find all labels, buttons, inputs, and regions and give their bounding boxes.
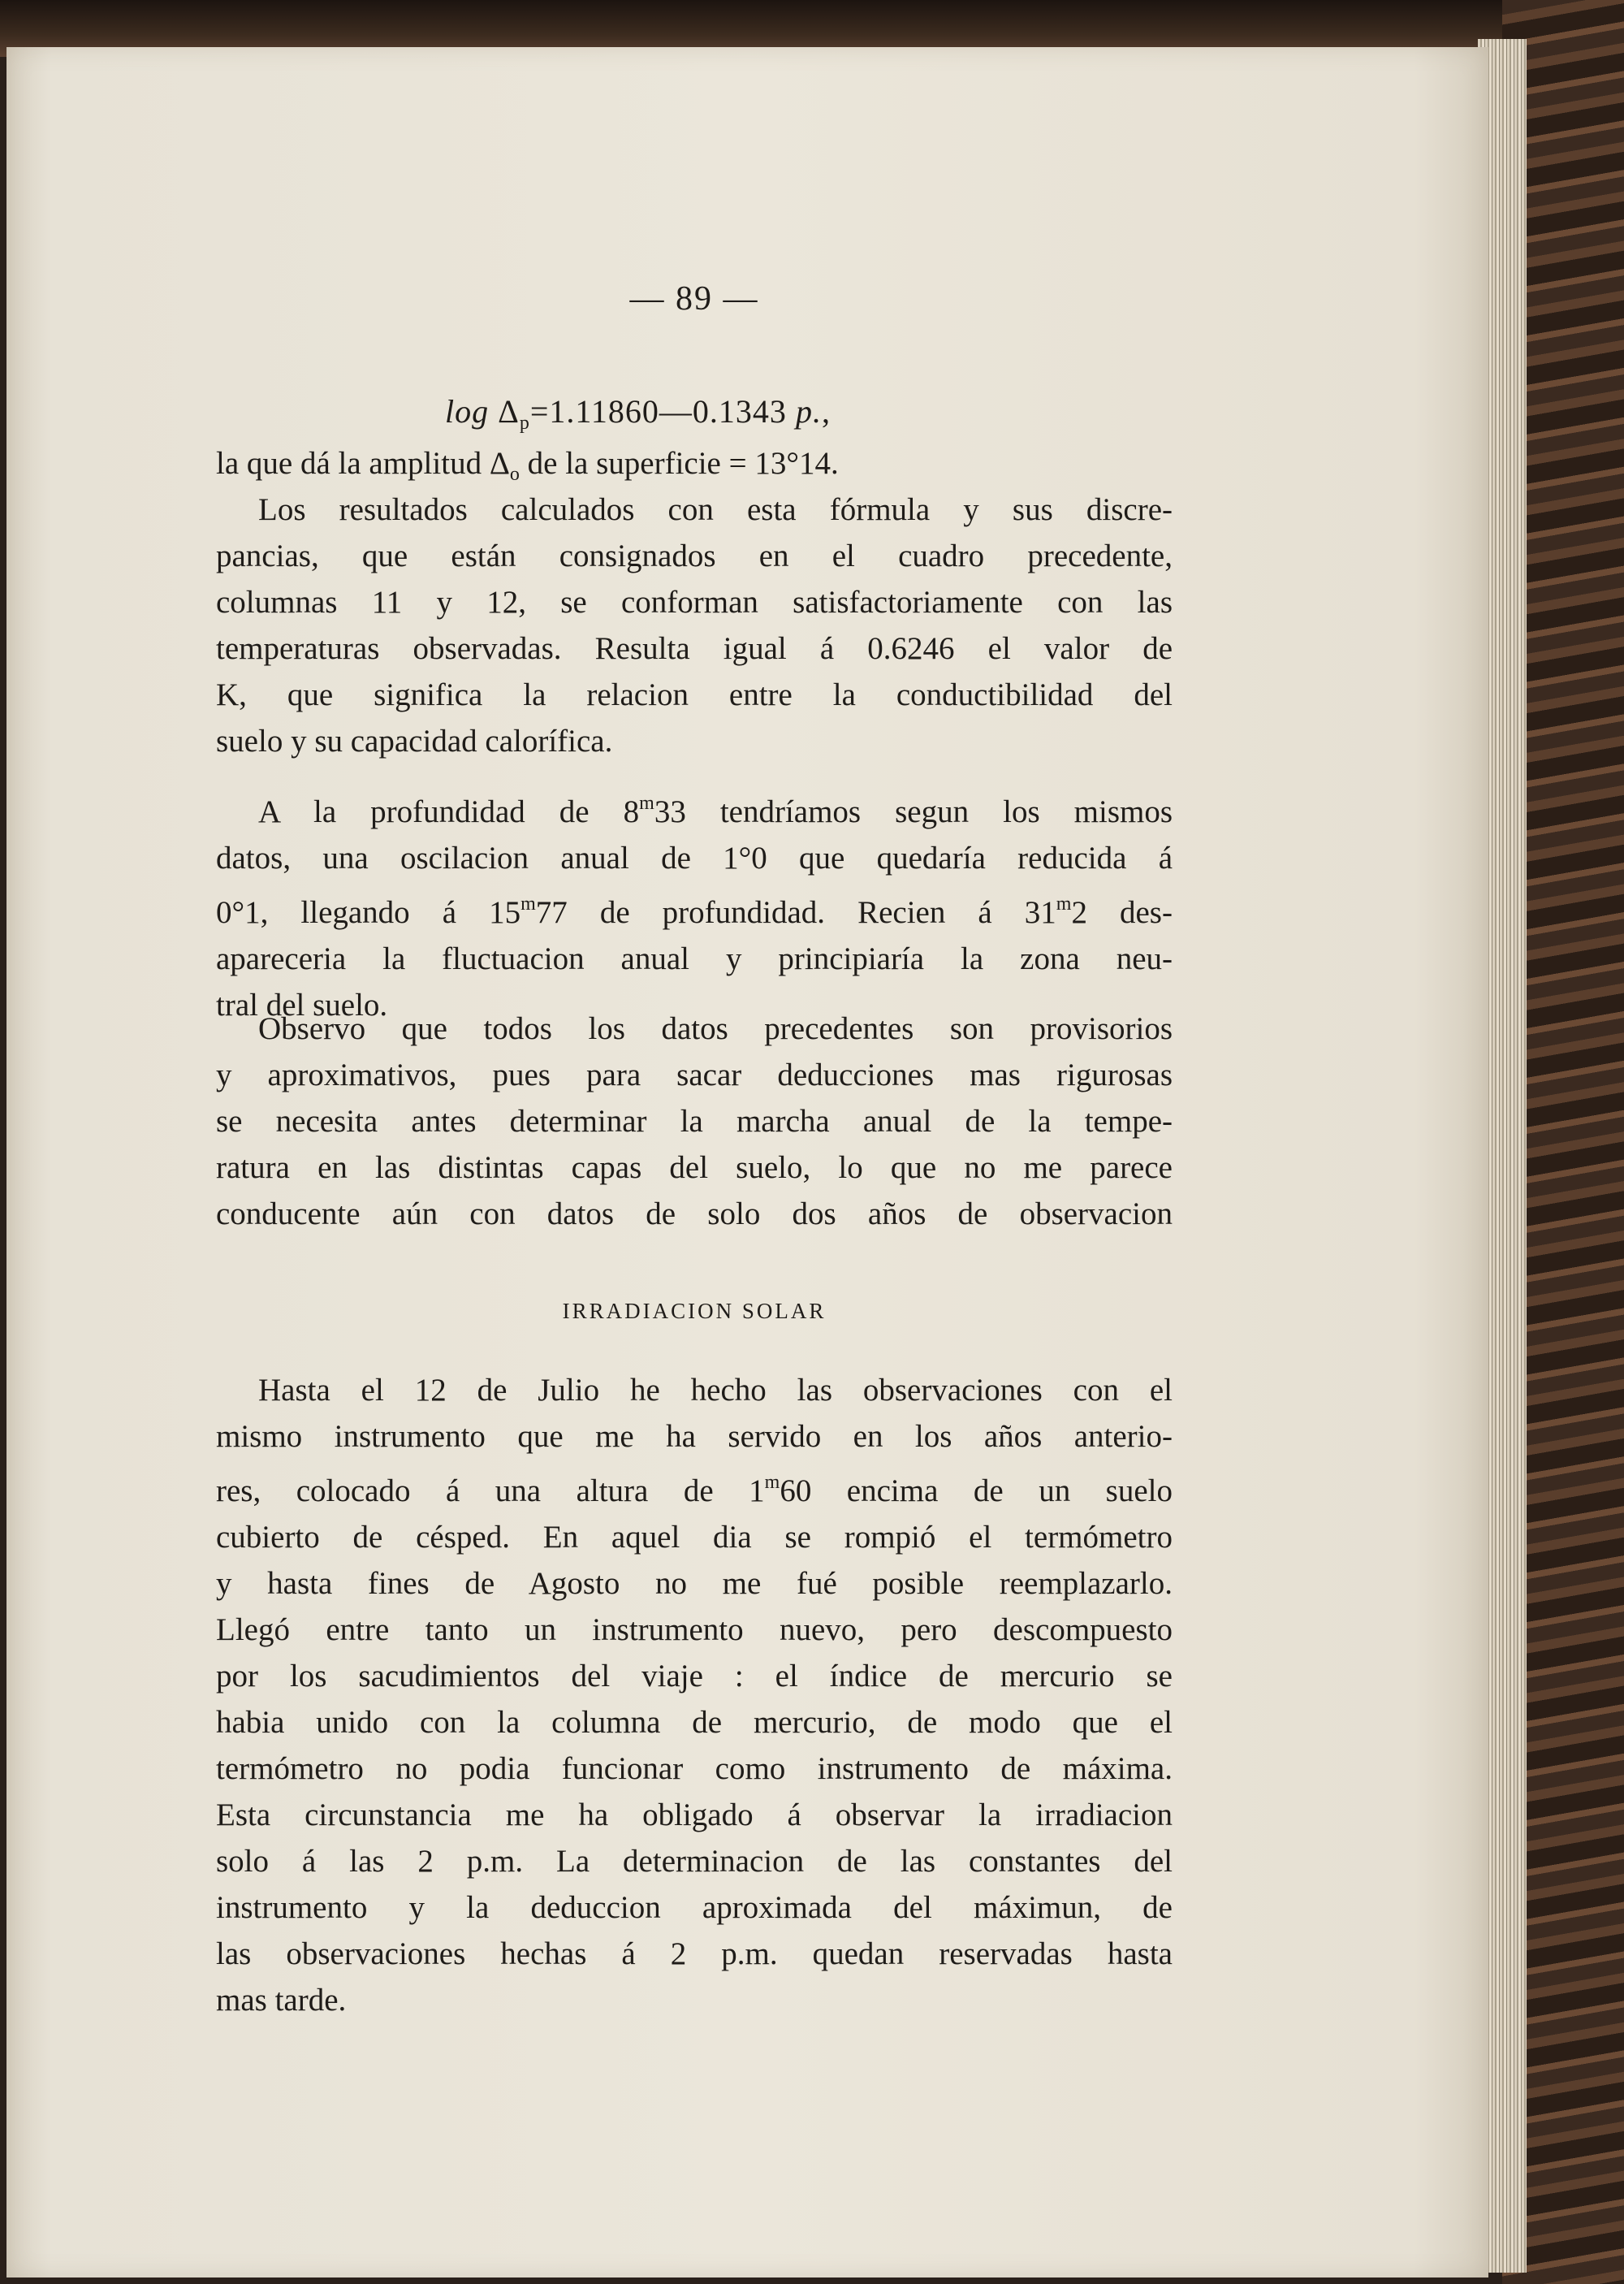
text-line: solo á las 2 p.m. La determinacion de las constantes del [216, 1844, 1173, 1879]
text-line: pancias, que están consignados en el cuadro precedente, [216, 539, 1173, 573]
text-line: se necesita antes determinar la marcha anual de la tempe- [216, 1104, 1173, 1139]
text-line: Los resultados calculados con esta fórmula y sus discre- [258, 492, 1173, 527]
text-line: Observo que todos los datos precedentes son provisorios [258, 1011, 1173, 1046]
text-line: habia unido con la columna de mercurio, de modo que el [216, 1705, 1173, 1740]
text-line: Esta circunstancia me ha obligado á observar la irradiacion [216, 1797, 1173, 1832]
text-line: la que dá la amplitud $\Delta_o$ de la superficie = 13°14. [216, 446, 839, 485]
text-line: datos, una oscilacion anual de 1°0 que quedaría reducida á [216, 841, 1173, 876]
formula-rest: =1.11860—0.1343 [529, 393, 787, 430]
text-line: suelo y su capacidad calorífica. [216, 724, 613, 759]
text-line: las observaciones hechas á 2 p.m. quedan reservadas hasta [216, 1936, 1173, 1971]
text-line: tral del suelo. [216, 988, 388, 1023]
text-line: temperaturas observadas. Resulta igual á 0.6246 el valor de [216, 631, 1173, 666]
text-line: cubierto de césped. En aquel dia se rompió el termómetro [216, 1520, 1173, 1555]
section-heading: IRRADIACION SOLAR [562, 1299, 827, 1323]
text-line: apareceria la fluctuacion anual y principiaría la zona neu- [216, 941, 1173, 976]
text-line: Hasta el 12 de Julio he hecho las observaciones con el [258, 1373, 1173, 1408]
text-line: por los sacudimientos del viaje : el índice de mercurio se [216, 1659, 1173, 1694]
text-line: res, colocado á una altura de 1$^m$60 encima de un suelo [216, 1472, 1173, 1508]
paragraph-irradiation [216, 1367, 1173, 2023]
text-line: A la profundidad de 8$^m$33 tendríamos segun los mismos [258, 793, 1173, 829]
paragraph-provisional [216, 1006, 1173, 1237]
formula-trail: , [821, 393, 831, 430]
text-line: K, que significa la relacion entre la conductibilidad del [216, 677, 1173, 712]
text-line: y hasta fines de Agosto no me fué posible reemplazarlo. [216, 1566, 1173, 1601]
paragraph-results [216, 487, 1173, 764]
text-line: instrumento y la deduccion aproximada del máximun, de [216, 1890, 1173, 1925]
formula-var: p. [795, 393, 822, 430]
text-line: mas tarde. [216, 1983, 347, 2018]
text-line: y aproximativos, pues para sacar deducciones mas rigurosas [216, 1058, 1173, 1092]
formula-line [445, 388, 831, 447]
formula-delta: Δ [498, 393, 520, 430]
text-line: ratura en las distintas capas del suelo, lo que no me parece [216, 1150, 1173, 1185]
text-line: Llegó entre tanto un instrumento nuevo, pero descompuesto [216, 1612, 1173, 1647]
text-line: conducente aún con datos de solo dos años de observacion [216, 1196, 1173, 1231]
text-line: termómetro no podia funcionar como instrumento de máxima. [216, 1751, 1173, 1786]
book-page [6, 47, 1488, 2278]
text-line: 0°1, llegando á 15$^m$77 de profundidad. Recien á 31$^m$2 des- [216, 893, 1173, 930]
text-line: mismo instrumento que me ha servido en los años anterio- [216, 1419, 1173, 1454]
formula-sub: p [519, 413, 530, 434]
page-number: — 89 — [629, 280, 759, 318]
text-line: columnas 11 y 12, se conforman satisfactoriamente con las [216, 585, 1173, 620]
formula-log: log [445, 393, 490, 430]
paragraph-depth [216, 781, 1173, 1028]
